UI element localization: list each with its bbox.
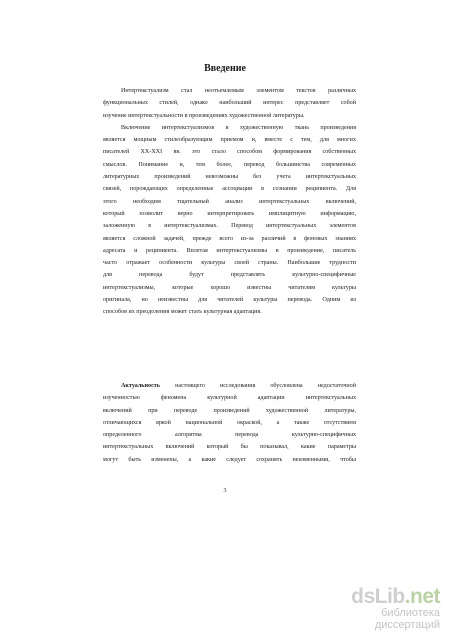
brand-net: .net [404,585,440,608]
watermark-subtitle: библиотека диссертаций [374,607,440,631]
brand-lib: Lib [374,585,405,608]
text-line: связей, порождающих определенные ассоциации в сознании реципиента. Для [103,186,356,193]
text-line: интертекстуализмы, которые хорошо известны читателям культуры [103,284,356,291]
text-line: функциональных стилей, однако наибольший интерес представляет собой [103,100,356,107]
text-line: для перевода будут представлять культурно-специфичные [103,272,356,279]
paragraph-relevance [103,380,356,466]
text-line: является сложной задачей, прежде всего из-за различий в фоновых знаниях [103,235,356,242]
text-line: могут быть изменены, а какие следует сохранять неизменными, чтобы [103,456,356,463]
text-line: является мощным стилеобразующим приемом и, вместе с тем, для многих [103,137,356,144]
text-line: адресата и реципиента. Вплетая интертекстуализмы в произведение, писатель [103,247,356,254]
page-title: Введение [204,63,246,74]
brand-ds: ds [351,585,375,608]
text-line: часто отражает особенности культуры своей страны. Наибольшие трудности [103,260,356,267]
text-line: Интертекстуализм стал неотъемлемым элементом текстов различных [121,88,356,94]
relevance-first-line: настоящего исследования обусловлена недостаточной [160,383,356,389]
text-line: Включение интертекстуализмов в художественную ткань произведения [121,124,356,131]
text-line: отличающихся яркой национальной окраской, а также отсутствием [103,419,356,426]
text-line: литературных произведений невозможны без учета интертекстуальных [103,174,356,181]
text-line: способов их преодоления может стать культурная адаптация. [103,309,262,316]
relevance-lead: Актуальность [121,383,161,389]
text-line [103,380,356,392]
text-line: заложенную в интертекстуализмах. Перевод интертекстуальных элементов [103,223,356,230]
text-line: интертекстуальных включений который бы показывал, какие параметры [103,444,356,451]
text-line: этого необходим тщательный анализ интертекстуальных включений, [103,198,356,205]
text-line: определенного алгоритма перевода культурно-специфичных [103,432,356,439]
text-line: изучение интертекстуальности в произведениях художественной литературы. [103,112,305,119]
text-line: который позволит верно интерпретировать имплицитную информацию, [103,210,356,217]
paragraph-introduction [103,85,356,319]
watermark-logo [330,585,440,631]
page-number: 3 [223,488,227,494]
text-line: включений при переводе произведений художественной литературы, [103,407,356,414]
text-line: смыслов. Понимание и, тем более, перевод большинства современных [103,161,356,168]
text-line: изученностью феномена культурной адаптации интертекстуальных [103,395,356,402]
text-line: писателей XX-XXI вв. это стало способом формирования собственных [103,149,356,156]
watermark-brand [330,585,440,609]
text-line: оригинала, но неизвестны для читателей культуры перевода. Одним из [103,297,356,304]
